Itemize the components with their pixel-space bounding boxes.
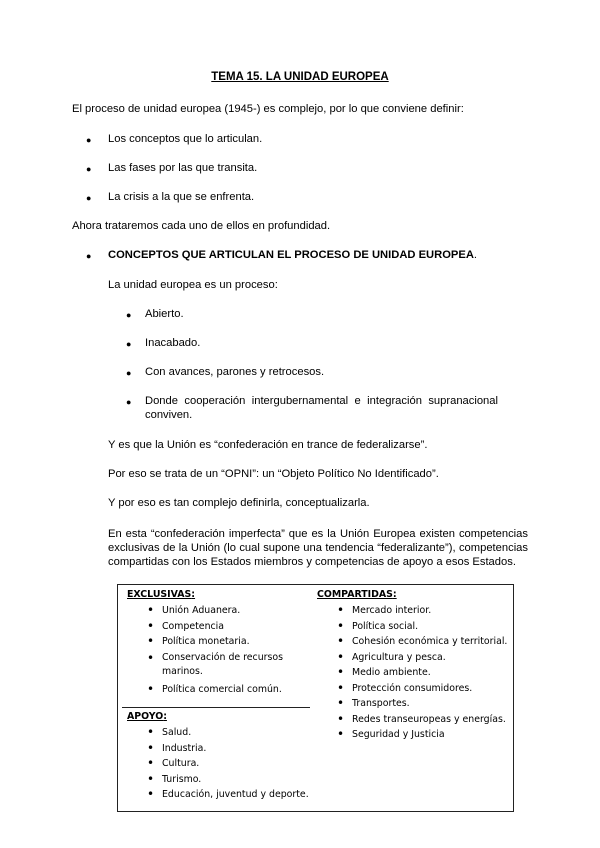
section-heading-period: . xyxy=(473,249,478,261)
competencias-table xyxy=(117,584,514,812)
exclusivas-header-text: EXCLUSIVAS xyxy=(127,589,192,600)
process-intro: La unidad europea es un proceso: xyxy=(108,279,278,291)
list-item: • Conservación de recursos marinos. xyxy=(143,651,287,679)
list-item: • Agricultura y pesca. xyxy=(333,650,513,666)
intro-bullet-3: ● La crisis a la que se enfrenta. xyxy=(108,190,254,204)
intro-bullet-2: ● Las fases por las que transita. xyxy=(108,161,257,175)
list-item: • Cultura. xyxy=(143,756,313,772)
exclusivas-list xyxy=(143,603,308,697)
confederation-paragraph: Y es que la Unión es “confederación en trance de federalizarse”. xyxy=(108,439,428,451)
complexity-paragraph: Y por eso es tan complejo definirla, conceptualizarla. xyxy=(108,497,370,509)
list-item: • Protección consumidores. xyxy=(333,681,513,697)
process-bullet-4: ● Donde cooperación intergubernamental e integración supranacional conviven. xyxy=(145,394,498,422)
intro-paragraph: El proceso de unidad europea (1945-) es complejo, por lo que conviene definir: xyxy=(72,103,464,115)
opni-paragraph: Por eso se trata de un “OPNI”: un “Objeto Político No Identificado”. xyxy=(108,468,439,480)
list-item: • Mercado interior. xyxy=(333,603,513,619)
intro-bullet-1: ● Los conceptos que lo articulan. xyxy=(108,132,262,146)
compartidas-header: COMPARTIDAS: xyxy=(317,589,397,600)
section-heading xyxy=(108,248,477,262)
section-heading-text: CONCEPTOS QUE ARTICULAN EL PROCESO DE UNIDAD EUROPEA xyxy=(108,249,474,261)
competencias-paragraph: En esta “confederación imperfecta” que es la Unión Europea existen competencias exclusivas de la Unión (lo cual supone una tendencia “federalizante”), competencias compartidas con los Estados miembros y competencias de apoyo a esos Estados. xyxy=(108,528,528,568)
list-item: • Medio ambiente. xyxy=(333,665,513,681)
transition-paragraph: Ahora trataremos cada uno de ellos en profundidad. xyxy=(72,220,331,232)
list-item: • Transportes. xyxy=(333,696,513,712)
process-bullet-2: ● Inacabado. xyxy=(145,336,200,350)
compartidas-list xyxy=(333,603,513,743)
list-item: • Competencia xyxy=(143,619,308,635)
list-item: • Redes transeuropeas y energías. xyxy=(333,712,513,728)
page-title: TEMA 15. LA UNIDAD EUROPEA xyxy=(211,71,389,83)
process-bullet-1: ● Abierto. xyxy=(145,307,184,321)
list-item: • Política social. xyxy=(333,619,513,635)
table-divider xyxy=(122,707,310,708)
list-item: • Educación, juventud y deporte. xyxy=(143,787,313,803)
list-item: • Turismo. xyxy=(143,772,313,788)
apoyo-header: APOYO: xyxy=(127,711,167,722)
exclusivas-header: EXCLUSIVAS: xyxy=(127,589,196,600)
list-item: • Industria. xyxy=(143,741,313,757)
list-item: • Política monetaria. xyxy=(143,634,308,650)
list-item: • Política comercial común. xyxy=(143,682,308,698)
apoyo-header-text: APOYO xyxy=(127,711,164,722)
list-item: • Salud. xyxy=(143,725,313,741)
apoyo-list xyxy=(143,725,313,803)
list-item: • Unión Aduanera. xyxy=(143,603,308,619)
list-item: • Cohesión económica y territorial. xyxy=(333,634,513,650)
process-bullet-3: ● Con avances, parones y retrocesos. xyxy=(145,365,324,379)
list-item: • Seguridad y Justicia xyxy=(333,727,513,743)
compartidas-header-text: COMPARTIDAS xyxy=(317,589,393,600)
